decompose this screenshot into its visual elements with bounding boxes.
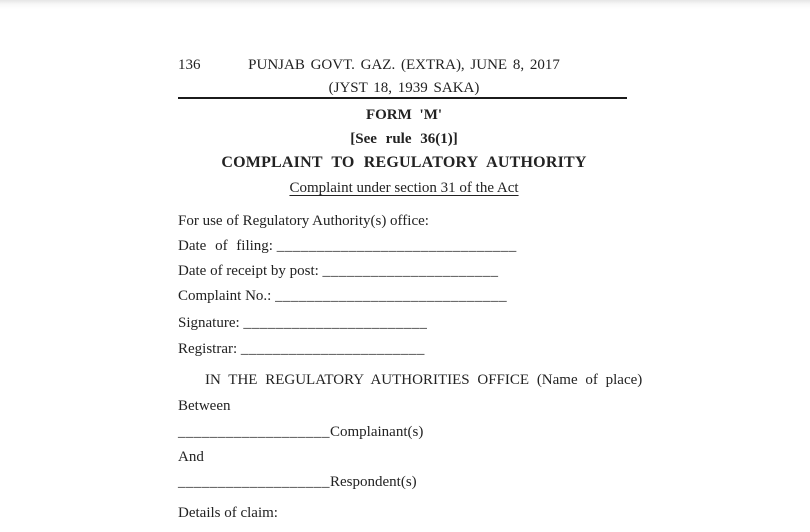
respondent-blank-line: ___________________ <box>178 474 330 490</box>
gazette-title: PUNJAB GOVT. GAZ. (EXTRA), JUNE 8, 2017 <box>248 57 560 73</box>
between-label: Between <box>178 398 231 414</box>
rule-reference: [See rule 36(1)] <box>350 131 458 147</box>
field-blank-line: _______________________ <box>243 315 428 331</box>
details-of-claim-label: Details of claim: <box>178 505 278 521</box>
field-registrar <box>178 340 630 359</box>
field-date-of-receipt <box>178 262 630 281</box>
field-blank-line: _______________________ <box>240 341 425 357</box>
office-heading: IN THE REGULATORY AUTHORITIES OFFICE (Name of place) <box>205 372 643 388</box>
field-label: Complaint No.: <box>178 288 272 304</box>
main-heading: COMPLAINT TO REGULATORY AUTHORITY <box>221 154 587 171</box>
and-label: And <box>178 449 204 465</box>
field-signature <box>178 314 630 333</box>
respondent-label: Respondent(s) <box>330 474 417 490</box>
gazette-page <box>178 0 643 532</box>
field-blank-line: ______________________________ <box>276 238 517 254</box>
complainant-blank-line: ___________________ <box>178 424 330 440</box>
sub-heading: Complaint under section 31 of the Act <box>289 180 519 196</box>
office-use-line: For use of Regulatory Authority(s) office: <box>178 213 429 229</box>
complainant-row <box>178 423 630 442</box>
field-blank-line: ______________________ <box>322 263 499 279</box>
gazette-saka-line: (JYST 18, 1939 SAKA) <box>328 80 480 96</box>
gazette-header-row <box>178 56 630 75</box>
field-label: Date of receipt by post: <box>178 263 319 279</box>
field-label: Signature: <box>178 315 240 331</box>
header-rule <box>178 97 627 99</box>
field-complaint-no <box>178 287 630 306</box>
complainant-label: Complainant(s) <box>330 424 424 440</box>
field-date-of-filing <box>178 237 630 256</box>
field-label: Registrar: <box>178 341 238 357</box>
page-number: 136 <box>178 57 201 73</box>
respondent-row <box>178 473 630 492</box>
field-blank-line: _____________________________ <box>275 288 508 304</box>
field-label: Date of filing: <box>178 238 273 254</box>
form-title: FORM 'M' <box>365 107 443 123</box>
sub-heading-row <box>178 179 630 198</box>
